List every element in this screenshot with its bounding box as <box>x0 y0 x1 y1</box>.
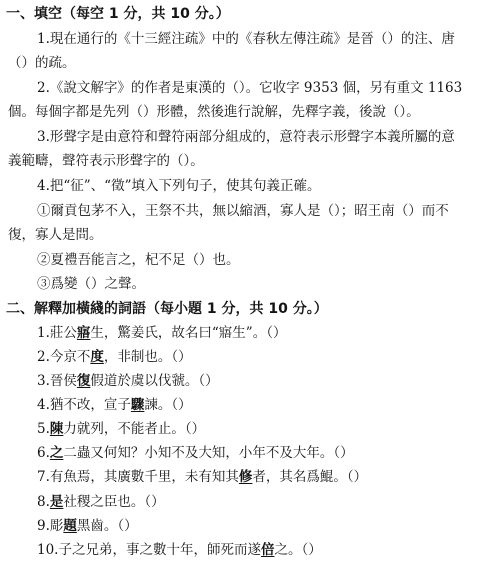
question-text: 生，驚姜氏，故名曰“寤生”。（） <box>90 325 287 341</box>
q3-line2: 義範疇，聲符表示形聲字的（）。 <box>8 153 204 169</box>
q2-line1: 2.《說文解字》的作者是東漢的（）。它收字 9353 個，另有重文 1163 <box>37 80 463 96</box>
question-text: 諫。（） <box>144 397 192 413</box>
question-text: 5. <box>37 421 50 437</box>
question-text: 8. <box>37 494 50 510</box>
question-text: 4.猶不改，宣子 <box>37 397 131 413</box>
q2-line2: 個。每個字都是先列（）形體，然後進行說解，先釋字義，後說（）。 <box>8 104 420 120</box>
question-text: 2.今京不 <box>37 349 91 365</box>
question-text: 者，其名爲鯤。（） <box>252 469 368 485</box>
q4a-line1: ①爾貢包茅不入，王祭不共，無以縮酒，寡人是（）；昭王南（）而不 <box>37 203 449 219</box>
question-item <box>37 323 286 343</box>
question-text: 9.彫 <box>37 518 64 534</box>
underlined-term: 是 <box>49 494 64 510</box>
underlined-term: 寤 <box>76 325 91 341</box>
question-item <box>37 443 354 463</box>
q4a-line2: 復，寡人是問。 <box>8 227 103 243</box>
question-item <box>37 492 165 512</box>
question-item <box>37 516 138 536</box>
q4b-line: ②夏禮吾能言之，杞不足（）也。 <box>37 252 240 268</box>
question-item <box>37 347 192 367</box>
question-item <box>37 419 205 439</box>
q3-line1: 3.形聲字是由意符和聲符兩部分組成的，意符表示形聲字本義所屬的意 <box>37 129 455 145</box>
underlined-term: 倍 <box>260 542 275 558</box>
question-item <box>37 540 322 560</box>
underlined-term: 驟 <box>130 397 145 413</box>
q1-line2: （）的疏。 <box>8 55 76 71</box>
question-text: 3.晉侯 <box>37 373 77 389</box>
question-text: 6. <box>37 445 50 461</box>
section1-heading: 一、填空（每空 1 分，共 10 分。） <box>6 6 230 22</box>
q4-instruction: 4.把“征”、“徵”填入下列句子，使其句義正確。 <box>37 178 321 194</box>
section2-heading: 二、解釋加橫綫的詞語（每小題 1 分，共 10 分。） <box>6 301 328 317</box>
question-item <box>37 395 192 415</box>
underlined-term: 題 <box>63 518 77 534</box>
underlined-term: 之 <box>49 445 64 461</box>
underlined-term: 陳 <box>49 421 64 437</box>
question-text: 1.莊公 <box>37 325 77 341</box>
question-text: 力就列，不能者止。（） <box>63 421 206 437</box>
underlined-term: 修 <box>238 469 253 485</box>
question-text: 10.子之兄弟，事之數十年，師死而遂 <box>37 542 261 558</box>
question-text: 二蟲又何知？小知不及大知，小年不及大年。（） <box>63 445 354 461</box>
underlined-term: 復 <box>76 373 91 389</box>
underlined-term: 度 <box>90 349 104 365</box>
question-text: 假道於虞以伐虢。（） <box>90 373 219 389</box>
question-item <box>37 371 219 391</box>
question-text: 之。（） <box>274 542 322 558</box>
q1-line1: 1.現在通行的《十三經注疏》中的《春秋左傳注疏》是晉（）的注、唐 <box>37 31 455 47</box>
q4c-line: ③爲變（）之聲。 <box>37 276 145 292</box>
question-item <box>37 467 367 487</box>
question-text: 黑齒。（） <box>76 518 138 534</box>
question-text: ，非制也。（） <box>103 349 192 365</box>
question-text: 社稷之臣也。（） <box>63 494 165 510</box>
question-text: 7.有魚焉，其廣數千里，未有知其 <box>37 469 239 485</box>
